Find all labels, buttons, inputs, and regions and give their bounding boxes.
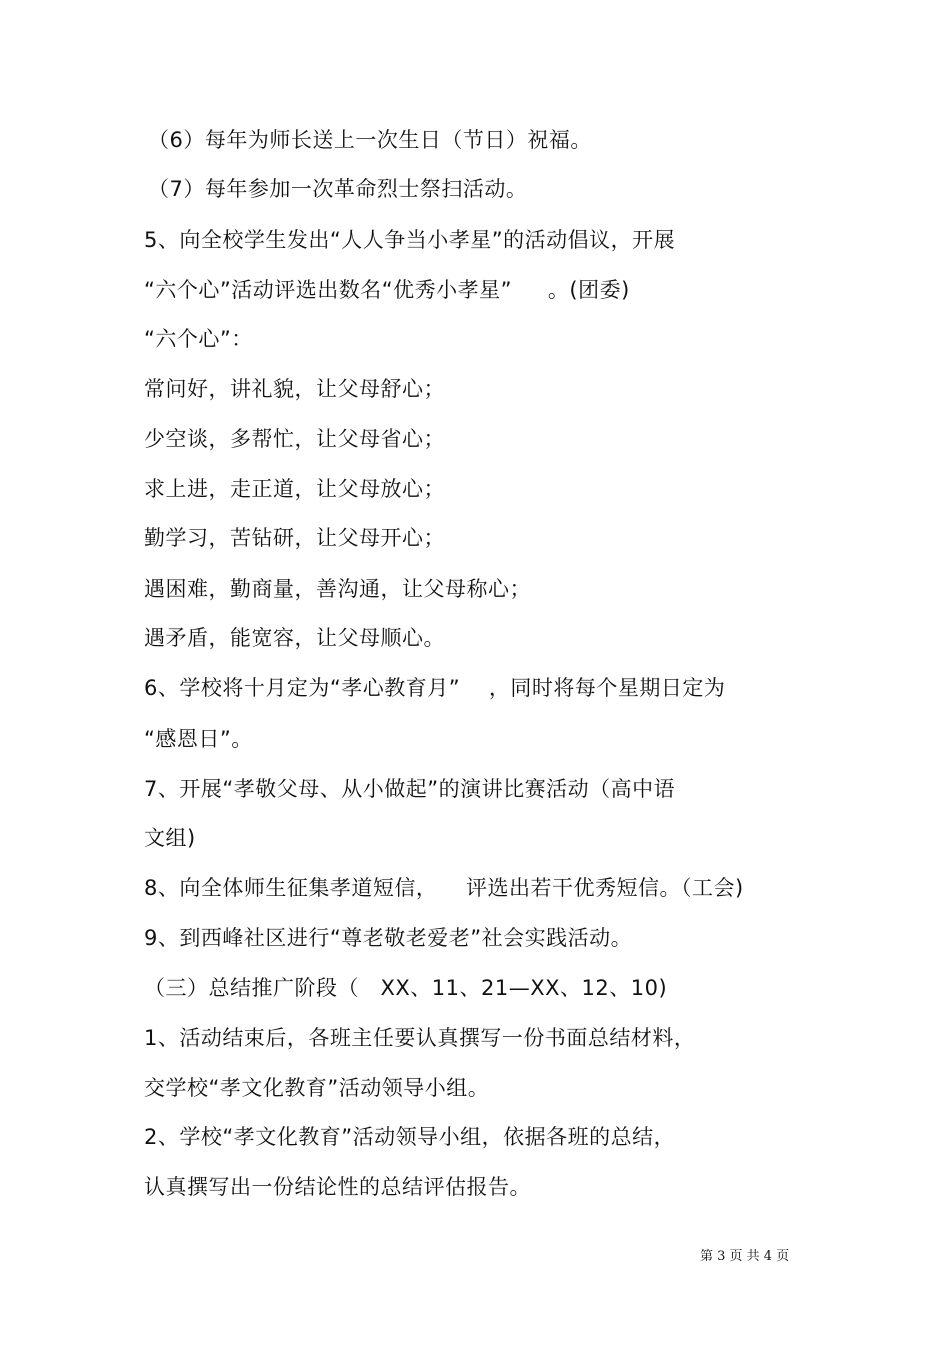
text-line-6: 常问好，讲礼貌，让父母舒心； <box>144 377 445 401</box>
text-line-19: 1、活动结束后，各班主任要认真撰写一份书面总结材料， <box>144 1026 696 1050</box>
text-line-12: 6、学校将十月定为“孝心教育月” ，同时将每个星期日定为 <box>144 676 726 700</box>
text-line-16: 8、向全体师生征集孝道短信， 评选出若干优秀短信。（工会) <box>144 876 744 900</box>
text-line-5: “六个心”： <box>144 327 253 351</box>
text-line-20: 交学校“孝文化教育”活动领导小组。 <box>144 1076 490 1100</box>
text-line-18: （三）总结推广阶段（ XX、11、21—XX、12、10) <box>144 976 668 1000</box>
text-line-17: 9、到西峰社区进行“尊老敬老爱老”社会实践活动。 <box>144 926 633 950</box>
text-line-1: （6）每年为师长送上一次生日（节日）祝福。 <box>148 128 592 152</box>
text-line-7: 少空谈，多帮忙，让父母省心； <box>144 427 445 451</box>
text-line-15: 文组) <box>144 826 196 850</box>
text-line-21: 2、学校“孝文化教育”活动领导小组，依据各班的总结， <box>144 1125 676 1149</box>
text-line-14: 7、开展“孝敬父母、从小做起”的演讲比赛活动（高中语 <box>144 777 676 801</box>
text-line-3: 5、向全校学生发出“人人争当小孝星”的活动倡议，开展 <box>144 228 676 252</box>
text-line-11: 遇矛盾，能宽容，让父母顺心。 <box>144 626 445 650</box>
text-line-13: “感恩日”。 <box>144 727 253 751</box>
text-line-9: 勤学习，苦钻研，让父母开心； <box>144 526 445 550</box>
text-line-4: “六个心”活动评选出数名“优秀小孝星” 。(团委) <box>144 278 630 302</box>
text-line-8: 求上进，走正道，让父母放心； <box>144 477 445 501</box>
text-line-2: （7）每年参加一次革命烈士祭扫活动。 <box>148 177 528 201</box>
page-number-footer: 第 3 页 共 4 页 <box>700 1249 790 1264</box>
text-line-22: 认真撰写出一份结论性的总结评估报告。 <box>144 1175 531 1199</box>
text-line-10: 遇困难，勤商量，善沟通，让父母称心； <box>144 577 531 601</box>
